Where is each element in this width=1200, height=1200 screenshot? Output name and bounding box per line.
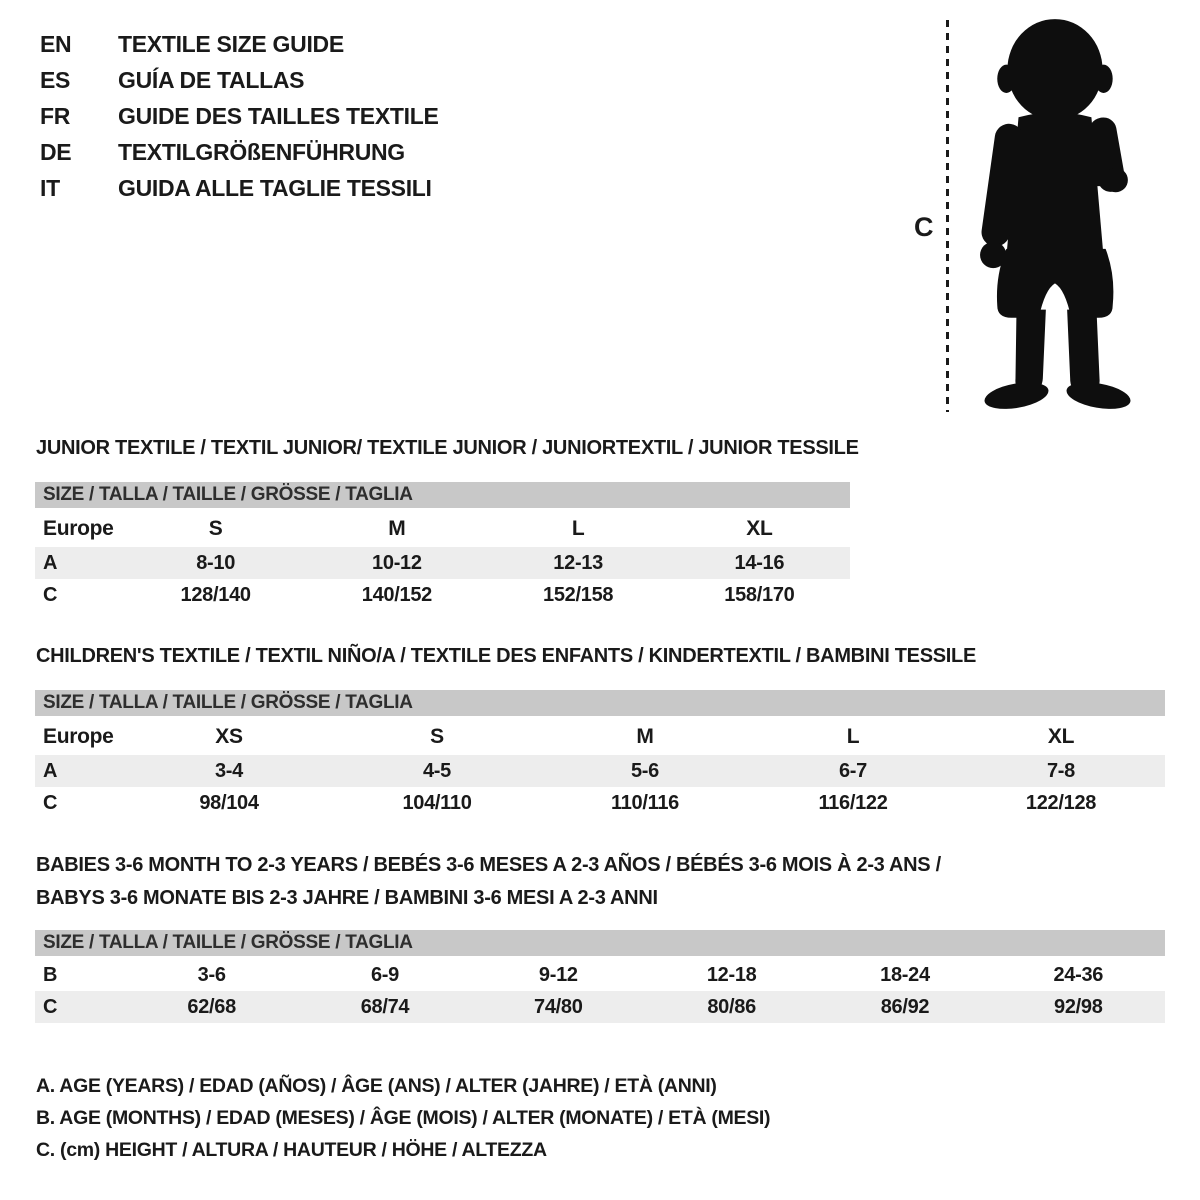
table-cell: 3-4: [214, 759, 243, 782]
table-cell: 80/86: [707, 995, 756, 1018]
table-cell: 128/140: [180, 583, 251, 606]
table-cell: 98/104: [199, 791, 259, 814]
guide-title: GUÍA DE TALLAS: [118, 66, 305, 93]
table-cell: L: [846, 725, 860, 748]
row-label: A: [43, 551, 58, 574]
babies-section-title-line1: BABIES 3-6 MONTH TO 2-3 YEARS / BEBÉS 3-6 MESES A 2-3 AÑOS / BÉBÉS 3-6 MOIS À 2-3 ANS /: [36, 854, 941, 876]
table-cell: 152/158: [543, 583, 614, 606]
table-cell: 62/68: [187, 995, 236, 1018]
row-label: Europe: [43, 517, 114, 540]
table-cell: 92/98: [1054, 995, 1103, 1018]
table-cell: M: [388, 517, 406, 540]
table-cell: S: [208, 517, 223, 540]
table-row: [35, 755, 1165, 787]
language-code: ES: [40, 66, 71, 93]
table-cell: 86/92: [880, 995, 930, 1018]
table-cell: 12-13: [553, 551, 603, 574]
table-cell: 8-10: [196, 551, 236, 574]
legend-age-years: A. AGE (YEARS) / EDAD (AÑOS) / ÂGE (ANS) / ALTER (JAHRE) / ETÀ (ANNI): [36, 1075, 717, 1097]
height-measure-figure: [888, 10, 1168, 425]
table-cell: 68/74: [360, 995, 410, 1018]
size-header-bar: SIZE / TALLA / TAILLE / GRÖSSE / TAGLIA: [35, 482, 850, 508]
table-cell: 5-6: [630, 759, 659, 782]
table-cell: 7-8: [1046, 759, 1075, 782]
table-cell: S: [430, 725, 444, 748]
language-code: FR: [40, 102, 71, 129]
table-cell: 18-24: [880, 963, 930, 986]
guide-title: GUIDA ALLE TAGLIE TESSILI: [118, 174, 432, 201]
table-cell: 24-36: [1053, 963, 1104, 986]
table-cell: 3-6: [197, 963, 226, 986]
table-cell: XL: [1047, 725, 1075, 748]
language-row-fr: [40, 98, 439, 134]
toddler-silhouette-icon: [962, 14, 1152, 419]
table-cell: 122/128: [1025, 791, 1097, 814]
table-rows: [35, 959, 1165, 1023]
junior-section-title: JUNIOR TEXTILE / TEXTIL JUNIOR/ TEXTILE JUNIOR / JUNIORTEXTIL / JUNIOR TESSILE: [36, 437, 859, 459]
row-label: Europe: [43, 725, 114, 748]
language-code: IT: [40, 174, 60, 201]
table-cell: 6-9: [370, 963, 399, 986]
language-row-en: [40, 26, 439, 62]
table-cell: 12-18: [706, 963, 757, 986]
children-size-table: [35, 690, 1165, 819]
children-section-title: CHILDREN'S TEXTILE / TEXTIL NIÑO/A / TEXTILE DES ENFANTS / KINDERTEXTIL / BAMBINI TESSILE: [36, 645, 976, 667]
row-label: C: [43, 791, 58, 814]
language-code: DE: [40, 138, 72, 165]
table-cell: 104/110: [402, 791, 472, 814]
measure-legend: [36, 1070, 770, 1166]
height-measure-label: C: [914, 212, 934, 242]
guide-title: TEXTILE SIZE GUIDE: [118, 30, 344, 57]
table-cell: 9-12: [538, 963, 578, 986]
babies-section-title-line2: BABYS 3-6 MONATE BIS 2-3 JAHRE / BAMBINI 3-6 MESI A 2-3 ANNI: [36, 887, 658, 909]
legend-height-cm: C. (cm) HEIGHT / ALTURA / HAUTEUR / HÖHE / ALTEZZA: [36, 1139, 547, 1161]
babies-section-title: [36, 849, 941, 915]
language-row-de: [40, 134, 439, 170]
table-cell: L: [571, 517, 585, 540]
table-cell: 158/170: [724, 583, 795, 606]
language-title-list: [40, 26, 439, 206]
table-cell: 116/122: [818, 791, 888, 814]
row-label: C: [43, 583, 58, 606]
height-dashed-line: [946, 20, 949, 412]
legend-age-months: B. AGE (MONTHS) / EDAD (MESES) / ÂGE (MOIS) / ALTER (MONATE) / ETÀ (MESI): [36, 1107, 771, 1129]
table-cell: 14-16: [734, 551, 785, 574]
table-cell: 10-12: [372, 551, 422, 574]
table-row: [35, 579, 850, 611]
table-row: [35, 719, 1165, 755]
table-row: [35, 959, 1165, 991]
table-cell: XL: [746, 517, 773, 540]
size-header-bar: SIZE / TALLA / TAILLE / GRÖSSE / TAGLIA: [35, 690, 1165, 716]
table-rows: [35, 511, 850, 611]
row-label: A: [43, 759, 58, 782]
table-row: [35, 991, 1165, 1023]
babies-size-table: [35, 930, 1165, 1023]
table-cell: 140/152: [361, 583, 432, 606]
language-row-es: [40, 62, 439, 98]
table-cell: M: [636, 725, 654, 748]
row-label: C: [43, 995, 58, 1018]
table-row: [35, 787, 1165, 819]
table-cell: 4-5: [422, 759, 451, 782]
size-header-bar: SIZE / TALLA / TAILLE / GRÖSSE / TAGLIA: [35, 930, 1165, 956]
language-row-it: [40, 170, 439, 206]
table-cell: 6-7: [838, 759, 867, 782]
table-cell: XS: [215, 725, 243, 748]
junior-size-table: [35, 482, 850, 611]
table-rows: [35, 719, 1165, 819]
table-cell: 74/80: [534, 995, 583, 1018]
table-row: [35, 511, 850, 547]
guide-title: TEXTILGRÖßENFÜHRUNG: [118, 138, 405, 165]
guide-title: GUIDE DES TAILLES TEXTILE: [118, 102, 439, 129]
language-code: EN: [40, 30, 72, 57]
table-row: [35, 547, 850, 579]
row-label: B: [43, 963, 58, 986]
table-cell: 110/116: [611, 791, 679, 814]
